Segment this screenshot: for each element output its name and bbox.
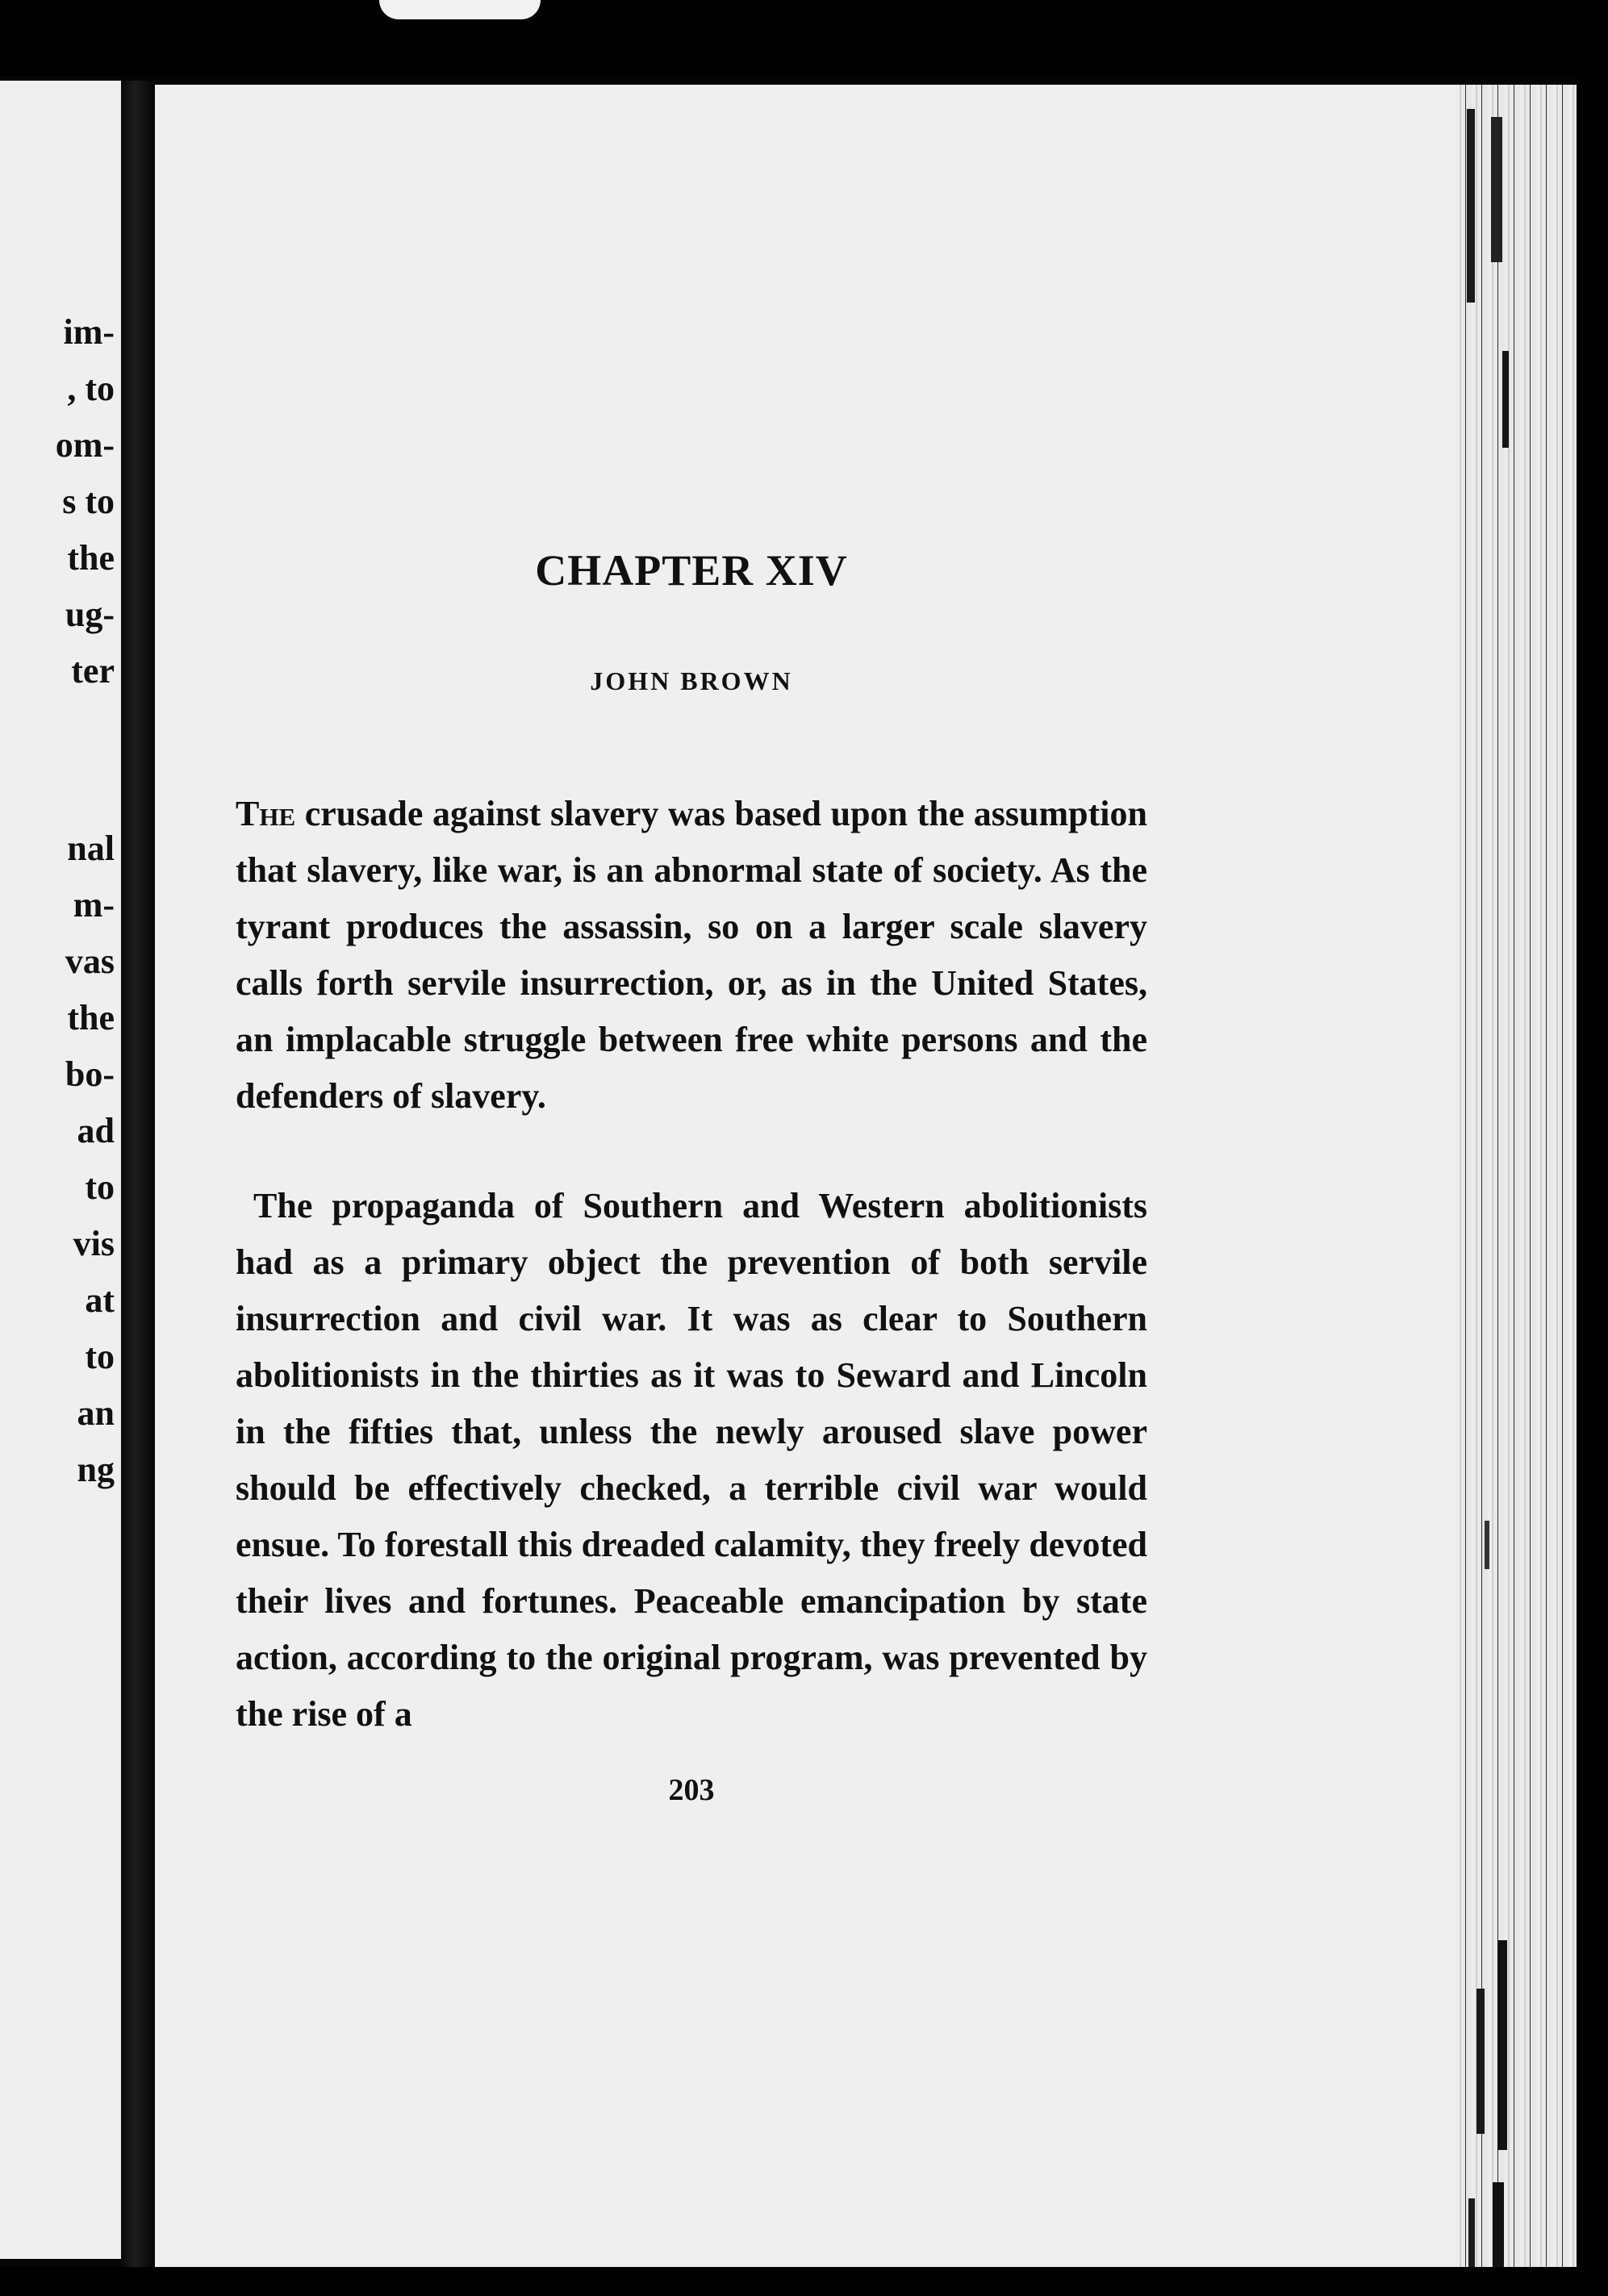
left-page-fragment: nal xyxy=(67,829,115,868)
left-page-fragment: the xyxy=(67,538,115,578)
paragraph-1 xyxy=(236,786,1147,1125)
left-page-fragment: vas xyxy=(65,941,115,981)
left-page-edge xyxy=(0,81,121,2259)
left-page-fragment: to xyxy=(85,1337,115,1376)
page-number: 203 xyxy=(668,1773,715,1807)
left-page-fragment: m- xyxy=(73,885,115,925)
left-page-fragment: im- xyxy=(63,312,115,352)
chapter-title: CHAPTER XIV xyxy=(535,546,848,595)
paragraph-2: The propaganda of Southern and Western abolitionists had as a primary object the prevention of both servile insurrection and civil war. It was as clear to Southern abolitionists in the thirties as it was to Seward and Lincoln in the fifties that, unless the newly aroused slave power should be effectively checked, a terrible civil war would ensue. To forestall this dreaded calamity, they freely devoted their lives and fortunes. Peaceable emancipation by state action, according to the original program, was prevented by the rise of a xyxy=(236,1186,1147,1734)
paragraph-body: crusade against slavery was based upon the assumption that slavery, like war, is an abnormal state of society. As the tyrant produces the assassin, so on a larger scale slavery calls forth servile insurrection, or, as in the United States, an implacable struggle between free white persons and the defenders of slavery. xyxy=(236,794,1147,1116)
paragraph-lead-word: The xyxy=(236,794,296,833)
left-page-fragment: , to xyxy=(67,369,115,408)
left-page-fragment: om- xyxy=(55,425,115,465)
left-page-fragment: ug- xyxy=(65,595,115,634)
left-page-fragment: ter xyxy=(71,651,115,691)
left-page-fragment: at xyxy=(85,1280,115,1320)
left-page-fragment: ng xyxy=(77,1450,115,1489)
book-gutter xyxy=(121,81,155,2291)
chapter-subtitle: JOHN BROWN xyxy=(590,666,793,695)
left-page-fragment: vis xyxy=(73,1224,115,1263)
scanner-bottom-edge xyxy=(0,2267,1608,2296)
left-page-fragment: ad xyxy=(77,1111,115,1150)
left-page-fragment: bo- xyxy=(65,1054,115,1094)
scanner-right-edge xyxy=(1577,77,1608,2296)
left-page-fragment: the xyxy=(67,998,115,1037)
page-edge-marks xyxy=(1444,85,1589,2291)
scanner-top-edge xyxy=(0,0,1608,77)
left-page-fragment: an xyxy=(77,1393,115,1433)
left-page-fragment: s to xyxy=(62,482,115,521)
scanner-artifact xyxy=(379,0,541,19)
left-page-fragment: to xyxy=(85,1167,115,1207)
